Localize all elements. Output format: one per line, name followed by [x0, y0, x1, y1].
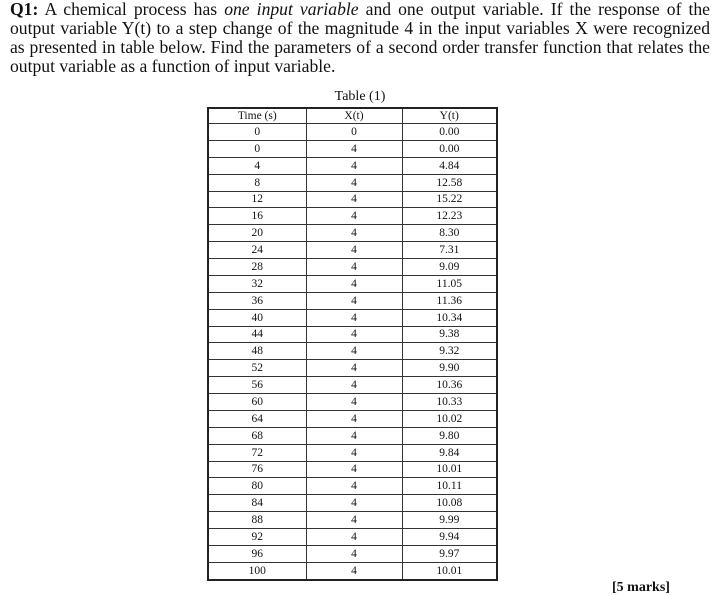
- cell-x: 4: [306, 529, 402, 546]
- cell-x: 4: [306, 377, 402, 394]
- data-table: [207, 107, 498, 581]
- table-header-row: [208, 108, 497, 124]
- table-row: [208, 377, 497, 394]
- table-row: [208, 309, 497, 326]
- table-row: [208, 174, 497, 191]
- cell-x: 4: [306, 242, 402, 259]
- cell-x: 4: [306, 495, 402, 512]
- cell-y: 10.11: [402, 478, 497, 495]
- cell-y: 9.90: [402, 360, 497, 377]
- cell-x: 4: [306, 208, 402, 225]
- table-row: [208, 157, 497, 174]
- question-text: [10, 0, 710, 76]
- cell-x: 4: [306, 461, 402, 478]
- cell-y: 8.30: [402, 225, 497, 242]
- table-row: [208, 124, 497, 141]
- cell-x: 4: [306, 478, 402, 495]
- header-x: X(t): [306, 108, 402, 124]
- table-row: [208, 275, 497, 292]
- cell-time: 12: [208, 191, 306, 208]
- cell-x: 4: [306, 174, 402, 191]
- header-y: Y(t): [402, 108, 497, 124]
- cell-time: 84: [208, 495, 306, 512]
- cell-x: 4: [306, 225, 402, 242]
- cell-y: 9.94: [402, 529, 497, 546]
- table-row: [208, 495, 497, 512]
- cell-y: 9.84: [402, 444, 497, 461]
- table-body: [208, 124, 497, 581]
- table-row: [208, 259, 497, 276]
- cell-x: 4: [306, 275, 402, 292]
- cell-time: 92: [208, 529, 306, 546]
- table-row: [208, 478, 497, 495]
- cell-time: 72: [208, 444, 306, 461]
- cell-y: 9.09: [402, 259, 497, 276]
- cell-x: 4: [306, 326, 402, 343]
- marks-label: [5 marks]: [612, 580, 670, 595]
- cell-x: 4: [306, 410, 402, 427]
- cell-time: 80: [208, 478, 306, 495]
- table-row: [208, 140, 497, 157]
- cell-y: 12.23: [402, 208, 497, 225]
- table-caption: Table (1): [334, 89, 386, 104]
- cell-y: 9.38: [402, 326, 497, 343]
- cell-y: 11.36: [402, 292, 497, 309]
- table-row: [208, 208, 497, 225]
- cell-x: 4: [306, 545, 402, 562]
- cell-time: 76: [208, 461, 306, 478]
- cell-y: 15.22: [402, 191, 497, 208]
- header-time: Time (s): [208, 108, 306, 124]
- cell-y: 9.80: [402, 427, 497, 444]
- table-row: [208, 242, 497, 259]
- cell-time: 0: [208, 124, 306, 141]
- cell-y: 9.97: [402, 545, 497, 562]
- cell-time: 16: [208, 208, 306, 225]
- cell-y: 10.36: [402, 377, 497, 394]
- question-italic-phrase: one input variable: [224, 0, 359, 19]
- cell-time: 52: [208, 360, 306, 377]
- cell-y: 9.32: [402, 343, 497, 360]
- table-row: [208, 461, 497, 478]
- table-row: [208, 360, 497, 377]
- cell-time: 4: [208, 157, 306, 174]
- table-row: [208, 292, 497, 309]
- cell-x: 4: [306, 512, 402, 529]
- table-row: [208, 343, 497, 360]
- cell-time: 32: [208, 275, 306, 292]
- cell-time: 96: [208, 545, 306, 562]
- cell-y: 7.31: [402, 242, 497, 259]
- cell-y: 10.01: [402, 461, 497, 478]
- table-row: [208, 427, 497, 444]
- table-row: [208, 529, 497, 546]
- cell-x: 4: [306, 427, 402, 444]
- cell-y: 10.01: [402, 562, 497, 580]
- cell-time: 28: [208, 259, 306, 276]
- cell-y: 11.05: [402, 275, 497, 292]
- cell-time: 0: [208, 140, 306, 157]
- table-row: [208, 512, 497, 529]
- cell-y: 9.99: [402, 512, 497, 529]
- cell-y: 4.84: [402, 157, 497, 174]
- question-number: Q1:: [10, 0, 39, 19]
- cell-time: 8: [208, 174, 306, 191]
- cell-y: 12.58: [402, 174, 497, 191]
- cell-time: 24: [208, 242, 306, 259]
- cell-y: 10.02: [402, 410, 497, 427]
- cell-time: 40: [208, 309, 306, 326]
- cell-time: 56: [208, 377, 306, 394]
- question-text-part-2: and one output variable. If the response of the output variable Y(t) to a step change of the magnitude 4 in the input variables X were recognized as presented in table below. Find the parameters of a second order transfer function that relates the output variable as a function of input variable.: [10, 0, 710, 76]
- cell-x: 4: [306, 444, 402, 461]
- cell-x: 4: [306, 309, 402, 326]
- cell-time: 60: [208, 394, 306, 411]
- table-row: [208, 410, 497, 427]
- table-row: [208, 444, 497, 461]
- cell-y: 0.00: [402, 140, 497, 157]
- cell-x: 4: [306, 140, 402, 157]
- question-text-part-1: A chemical process has: [38, 0, 225, 19]
- cell-y: 10.33: [402, 394, 497, 411]
- table-row: [208, 191, 497, 208]
- cell-x: 4: [306, 292, 402, 309]
- table-row: [208, 326, 497, 343]
- cell-x: 4: [306, 360, 402, 377]
- cell-y: 0.00: [402, 124, 497, 141]
- cell-y: 10.08: [402, 495, 497, 512]
- cell-time: 20: [208, 225, 306, 242]
- cell-time: 36: [208, 292, 306, 309]
- cell-time: 68: [208, 427, 306, 444]
- cell-time: 48: [208, 343, 306, 360]
- cell-x: 4: [306, 394, 402, 411]
- table-row: [208, 394, 497, 411]
- cell-y: 10.34: [402, 309, 497, 326]
- table-row: [208, 562, 497, 580]
- cell-x: 4: [306, 157, 402, 174]
- cell-x: 4: [306, 343, 402, 360]
- cell-x: 4: [306, 259, 402, 276]
- cell-x: 0: [306, 124, 402, 141]
- table-row: [208, 545, 497, 562]
- cell-x: 4: [306, 562, 402, 580]
- cell-time: 88: [208, 512, 306, 529]
- cell-time: 44: [208, 326, 306, 343]
- table-row: [208, 225, 497, 242]
- cell-time: 100: [208, 562, 306, 580]
- cell-x: 4: [306, 191, 402, 208]
- cell-time: 64: [208, 410, 306, 427]
